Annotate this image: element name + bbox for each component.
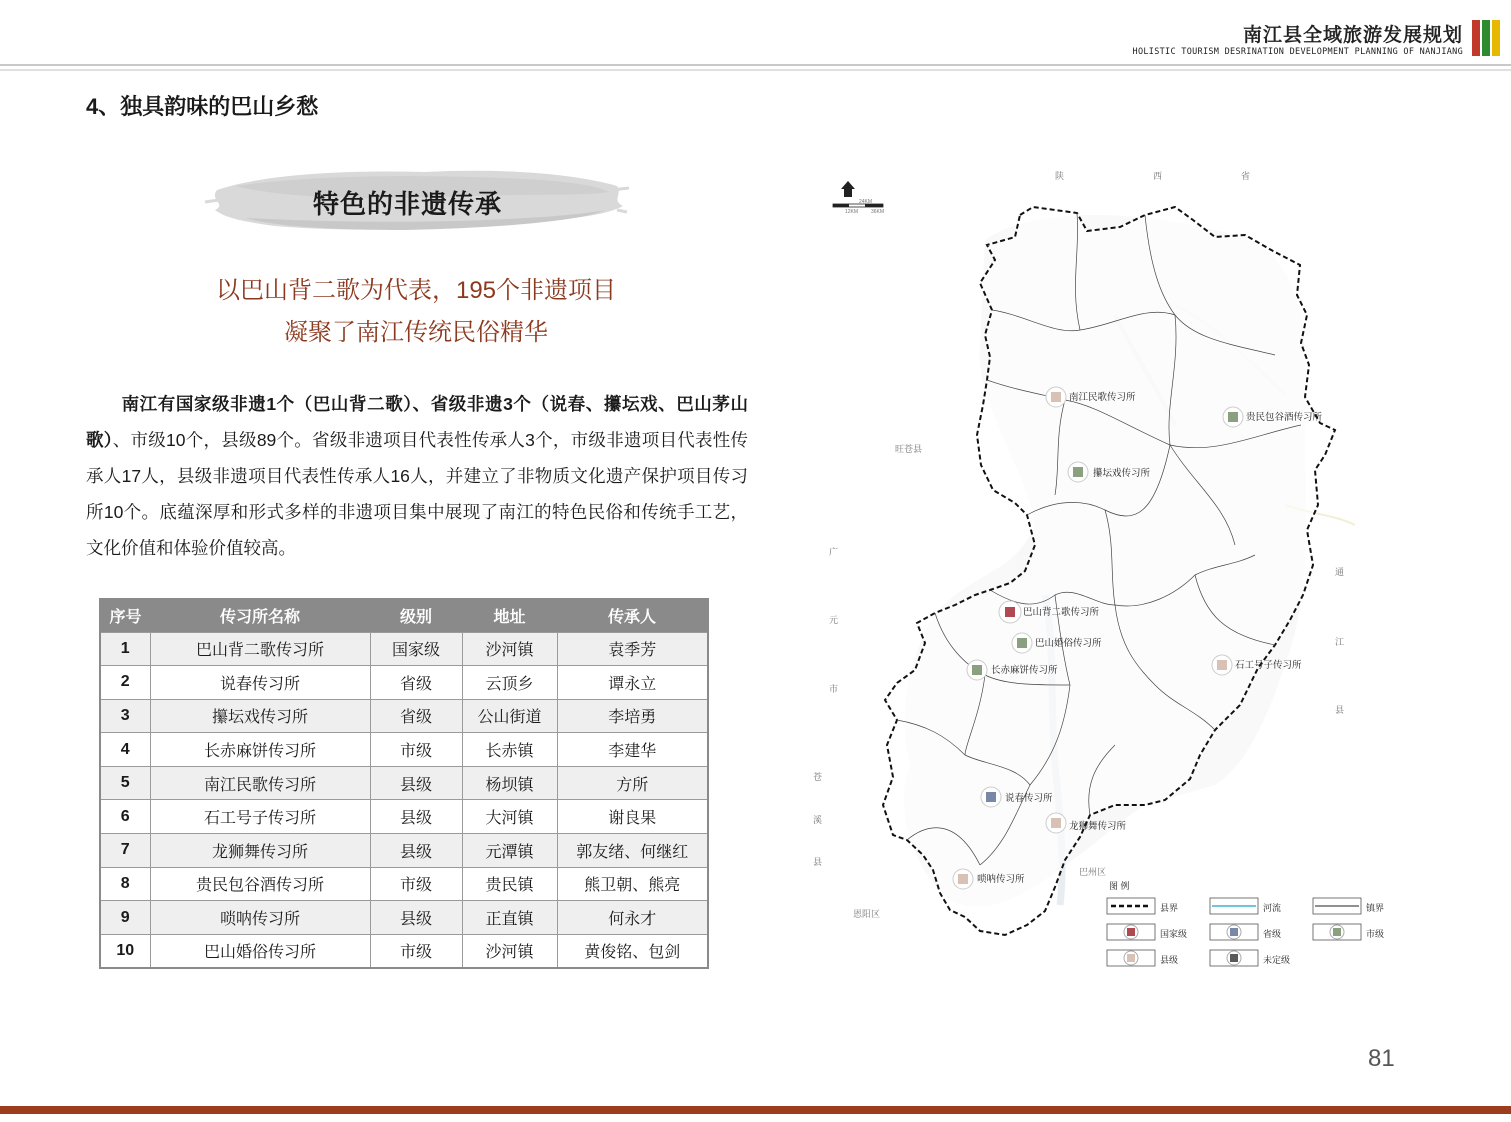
cell-name: 南江民歌传习所 (150, 766, 370, 800)
document-title: 南江县全域旅游发展规划 (1242, 25, 1463, 46)
cell-level: 县级 (370, 800, 462, 834)
table-header-row (100, 599, 708, 632)
intro-paragraph (86, 386, 748, 566)
page-number: 81 (1368, 1045, 1395, 1072)
svg-text:县级: 县级 (1160, 955, 1179, 965)
legend-county-border (1107, 898, 1178, 914)
legend-undetermined (1210, 950, 1290, 966)
cell-inheritor: 袁季芳 (557, 632, 708, 666)
legend-river (1210, 898, 1281, 914)
cell-no: 8 (100, 867, 150, 901)
label-shaanxi-3: 省 (1241, 171, 1251, 181)
cell-no: 3 (100, 699, 150, 733)
slogan-line-2: 凝聚了南江传统民俗精华 (284, 319, 548, 346)
svg-text:巴山背二歌传习所: 巴山背二歌传习所 (1023, 607, 1100, 618)
cell-inheritor: 何永才 (557, 901, 708, 935)
label-guangyuan-2: 元 (829, 615, 839, 625)
cell-inheritor: 方所 (557, 766, 708, 800)
cell-name: 长赤麻饼传习所 (150, 733, 370, 767)
legend-city (1313, 924, 1384, 940)
svg-text:南江民歌传习所: 南江民歌传习所 (1069, 392, 1136, 403)
cell-inheritor: 谢良果 (557, 800, 708, 834)
header-bar-yellow (1492, 20, 1500, 56)
header-bar-green (1482, 20, 1490, 56)
table-row (100, 867, 708, 901)
paragraph-body: 、市级10个，县级89个。省级非遗项目代表性传承人3个，市级非遗项目代表性传承人17人，县级非遗项目代表性传承人16人，并建立了非物质文化遗产保护项目传习所10个。底蕴深厚和形式多样的非遗项目集中展现了南江的特色民俗和传统手工艺，文化价值和体验价值较高。 (86, 430, 749, 558)
label-cangxi-1: 苍 (813, 772, 823, 782)
cell-level: 省级 (370, 699, 462, 733)
cell-level: 市级 (370, 867, 462, 901)
svg-text:说春传习所: 说春传习所 (1005, 793, 1053, 804)
svg-text:唢呐传习所: 唢呐传习所 (977, 874, 1025, 885)
document-subtitle: HOLISTIC TOURISM DESRINATION DEVELOPMENT PLANNING OF NANJIANG (1132, 47, 1463, 57)
heritage-table (99, 598, 709, 969)
svg-text:石工号子传习所: 石工号子传习所 (1235, 660, 1302, 671)
svg-text:巴山婚俗传习所: 巴山婚俗传习所 (1035, 638, 1102, 649)
banner-text: 特色的非遗传承 (312, 189, 502, 219)
cell-inheritor: 郭友绪、何继红 (557, 834, 708, 868)
cell-level: 国家级 (370, 632, 462, 666)
label-guangyuan-1: 广 (829, 547, 839, 557)
cell-address: 大河镇 (462, 800, 557, 834)
header-bar-red (1472, 20, 1480, 56)
cell-address: 云顶乡 (462, 666, 557, 700)
legend-town-border (1313, 898, 1384, 914)
footer-bar (0, 1106, 1511, 1114)
header-color-bars (1472, 20, 1500, 56)
cell-level: 县级 (370, 834, 462, 868)
heritage-site-map (813, 165, 1385, 975)
cell-address: 元潭镇 (462, 834, 557, 868)
cell-inheritor: 熊卫朝、熊亮 (557, 867, 708, 901)
label-cangxi-3: 县 (813, 857, 823, 867)
cell-address: 沙河镇 (462, 934, 557, 968)
cell-no: 10 (100, 934, 150, 968)
cell-inheritor: 李培勇 (557, 699, 708, 733)
cell-no: 2 (100, 666, 150, 700)
label-bazhou: 巴州区 (1079, 867, 1107, 877)
cell-level: 省级 (370, 666, 462, 700)
cell-level: 市级 (370, 733, 462, 767)
svg-text:河流: 河流 (1263, 903, 1282, 913)
label-shaanxi-1: 陕 (1055, 171, 1065, 181)
table-row (100, 800, 708, 834)
north-arrow-icon (841, 181, 855, 197)
cell-address: 长赤镇 (462, 733, 557, 767)
table-row (100, 901, 708, 935)
cell-name: 贵民包谷酒传习所 (150, 867, 370, 901)
label-wangcang: 旺苍县 (895, 444, 923, 454)
scale-label-36: 36KM (871, 209, 885, 215)
legend-provincial (1210, 924, 1281, 940)
table-row (100, 666, 708, 700)
table-row (100, 699, 708, 733)
svg-text:贵民包谷酒传习所: 贵民包谷酒传习所 (1246, 412, 1323, 423)
label-tongjiang-2: 江 (1335, 637, 1345, 647)
table-row (100, 934, 708, 968)
cell-no: 9 (100, 901, 150, 935)
cell-inheritor: 李建华 (557, 733, 708, 767)
header-divider-thin (0, 69, 1511, 71)
cell-name: 巴山婚俗传习所 (150, 934, 370, 968)
svg-text:市级: 市级 (1366, 929, 1385, 939)
cell-name: 巴山背二歌传习所 (150, 632, 370, 666)
scale-label-12: 12KM (845, 209, 859, 215)
svg-text:长赤麻饼传习所: 长赤麻饼传习所 (991, 665, 1058, 676)
cell-name: 石工号子传习所 (150, 800, 370, 834)
label-tongjiang-1: 通 (1335, 567, 1345, 577)
cell-address: 正直镇 (462, 901, 557, 935)
label-enyang: 恩阳区 (853, 909, 881, 919)
legend-national (1107, 924, 1187, 940)
section-title: 4、独具韵味的巴山乡愁 (86, 94, 319, 119)
cell-inheritor: 黄俊铭、包剑 (557, 934, 708, 968)
svg-text:省级: 省级 (1263, 929, 1282, 939)
svg-text:未定级: 未定级 (1263, 955, 1291, 965)
map-legend (1107, 880, 1384, 966)
cell-level: 市级 (370, 934, 462, 968)
label-guangyuan-3: 市 (829, 684, 839, 694)
paragraph-lead: 南江有国家级非遗1个（巴山背二歌）、省级非遗3个（说春、攥坛戏、巴山茅山歌） (86, 394, 748, 450)
cell-no: 1 (100, 632, 150, 666)
table-row (100, 834, 708, 868)
table-row (100, 766, 708, 800)
cell-no: 7 (100, 834, 150, 868)
cell-name: 说春传习所 (150, 666, 370, 700)
svg-text:国家级: 国家级 (1160, 929, 1188, 939)
label-shaanxi-2: 西 (1153, 171, 1163, 181)
header-name: 传习所名称 (150, 599, 370, 632)
cell-level: 县级 (370, 901, 462, 935)
cell-inheritor: 谭永立 (557, 666, 708, 700)
cell-address: 贵民镇 (462, 867, 557, 901)
header-level: 级别 (370, 599, 462, 632)
scale-bar (833, 199, 884, 215)
cell-name: 唢呐传习所 (150, 901, 370, 935)
slogan-line-1: 以巴山背二歌为代表，195个非遗项目 (215, 277, 617, 304)
cell-address: 沙河镇 (462, 632, 557, 666)
cell-name: 龙狮舞传习所 (150, 834, 370, 868)
legend-title: 图 例 (1109, 881, 1130, 891)
cell-level: 县级 (370, 766, 462, 800)
svg-text:龙狮舞传习所: 龙狮舞传习所 (1069, 821, 1127, 832)
header-divider (0, 64, 1511, 66)
table-row (100, 632, 708, 666)
svg-text:县界: 县界 (1160, 903, 1179, 913)
label-cangxi-2: 溪 (813, 815, 823, 825)
scale-label-24: 24KM (859, 199, 873, 205)
header-inheritor: 传承人 (557, 599, 708, 632)
table-row (100, 733, 708, 767)
header-no: 序号 (100, 599, 150, 632)
cell-address: 公山街道 (462, 699, 557, 733)
label-tongjiang-3: 县 (1335, 705, 1345, 715)
cell-address: 杨坝镇 (462, 766, 557, 800)
svg-text:攥坛戏传习所: 攥坛戏传习所 (1093, 468, 1151, 479)
header-address: 地址 (462, 599, 557, 632)
cell-no: 4 (100, 733, 150, 767)
cell-no: 6 (100, 800, 150, 834)
cell-name: 攥坛戏传习所 (150, 699, 370, 733)
svg-text:镇界: 镇界 (1366, 903, 1385, 913)
cell-no: 5 (100, 766, 150, 800)
legend-county (1107, 950, 1178, 966)
